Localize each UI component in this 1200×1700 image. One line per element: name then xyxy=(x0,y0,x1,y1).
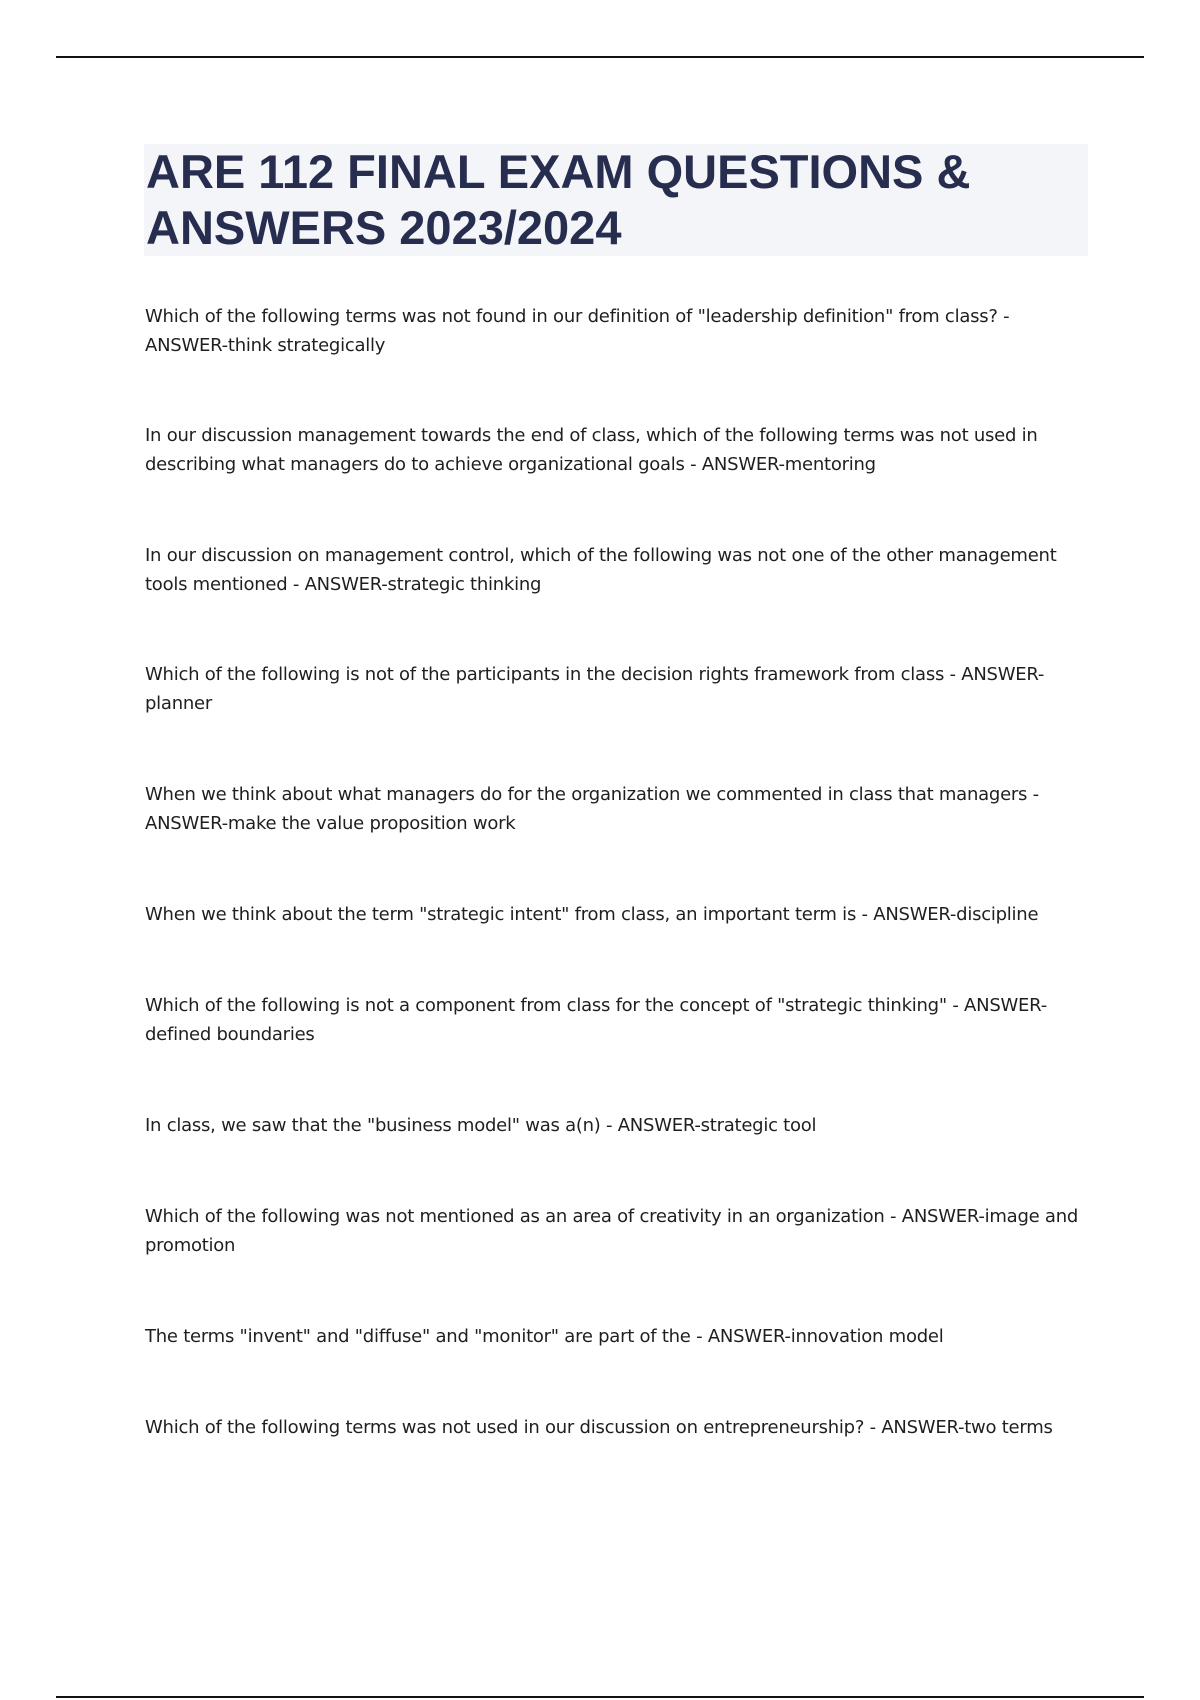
qa-item-10: The terms "invent" and "diffuse" and "monitor" are part of the - ANSWER-innovation model xyxy=(145,1326,944,1347)
qa-item-11: Which of the following terms was not used in our discussion on entrepreneurship? - ANSWER-two terms xyxy=(145,1417,1053,1438)
qa-item-1: Which of the following terms was not found in our definition of "leadership definition" from class? - ANSWER-think strategically xyxy=(145,306,1010,356)
qa-item-4: Which of the following is not of the participants in the decision rights framework from class - ANSWER-planner xyxy=(145,664,1045,714)
qa-item-8: In class, we saw that the "business model" was a(n) - ANSWER-strategic tool xyxy=(145,1115,817,1136)
qa-item-2: In our discussion management towards the end of class, which of the following terms was not used in describing what managers do to achieve organizational goals - ANSWER-mentoring xyxy=(145,425,1038,475)
qa-item-3: In our discussion on management control, which of the following was not one of the other management tools mentioned - ANSWER-strategic thinking xyxy=(145,545,1057,595)
header-rule xyxy=(56,56,1144,58)
title-line-1: ARE 112 FINAL EXAM QUESTIONS & xyxy=(146,145,971,198)
qa-item-9: Which of the following was not mentioned as an area of creativity in an organization - ANSWER-image and promotion xyxy=(145,1206,1079,1256)
footer-rule xyxy=(56,1696,1144,1698)
qa-item-7: Which of the following is not a component from class for the concept of "strategic thinking" - ANSWER-defined boundaries xyxy=(145,995,1047,1045)
title-line-2: ANSWERS 2023/2024 xyxy=(146,201,622,254)
title-banner xyxy=(144,144,1088,256)
qa-item-6: When we think about the term "strategic intent" from class, an important term is - ANSWER-discipline xyxy=(145,904,1039,925)
document-title xyxy=(144,144,1088,256)
qa-item-5: When we think about what managers do for the organization we commented in class that managers - ANSWER-make the value proposition work xyxy=(145,784,1039,834)
